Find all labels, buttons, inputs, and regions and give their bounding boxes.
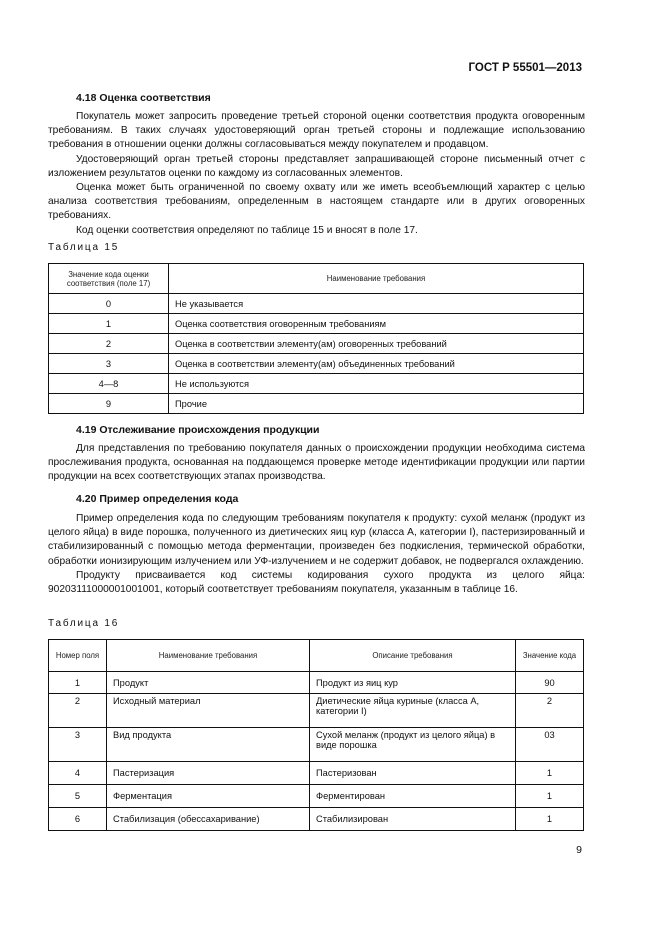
requirement-name-cell: Стабилизация (обессахаривание): [107, 808, 310, 831]
page-number: 9: [576, 844, 582, 856]
paragraph: Покупатель может запросить проведение третьей стороной оценки соответствия продукта оговоренным требованиям. В таких случаях удостоверяющий орган третьей стороны и подлежащие использованию требования в отношении оценки должны согласовываться между покупателем и продавцом.: [48, 111, 585, 151]
requirement-description-cell: Ферментирован: [310, 785, 516, 808]
column-header: Значение кода оценки соответствия (поле 17): [49, 264, 169, 294]
column-header: Номер поля: [49, 640, 107, 672]
section-body-4-18: [48, 110, 585, 238]
requirement-name-cell: Вид продукта: [107, 728, 310, 762]
table-header-row: [49, 640, 584, 672]
code-cell: 3: [49, 354, 169, 374]
name-cell: Оценка в соответствии элементу(ам) объединенных требований: [169, 354, 584, 374]
section-title-4-18: 4.18 Оценка соответствия: [76, 92, 211, 104]
table-row: [49, 294, 584, 314]
name-cell: Оценка соответствия оговоренным требованиям: [169, 314, 584, 334]
requirement-name-cell: Исходный материал: [107, 694, 310, 728]
table-row: [49, 354, 584, 374]
field-number-cell: 3: [49, 728, 107, 762]
paragraph: Оценка может быть ограниченной по своему охвату или же иметь всеобъемлющий характер с целью анализа соответствия требованиям, определенным в настоящем стандарте или в других оговоренных требованиях.: [48, 182, 585, 222]
field-number-cell: 5: [49, 785, 107, 808]
code-value-cell: 1: [516, 762, 584, 785]
requirement-description-cell: Стабилизирован: [310, 808, 516, 831]
name-cell: Не используются: [169, 374, 584, 394]
section-body-4-19: [48, 442, 585, 485]
paragraph: Для представления по требованию покупателя данных о происхождении продукции необходима система прослеживания продукта, основанная на поддающемся проверке методе идентификации продукции или партии продукции на всех соответствующих этапах производства.: [48, 443, 585, 483]
table-15: [48, 263, 584, 414]
table-row: [49, 694, 584, 728]
code-value-cell: 1: [516, 808, 584, 831]
column-header: Наименование требования: [169, 264, 584, 294]
requirement-description-cell: Пастеризован: [310, 762, 516, 785]
column-header: Значение кода: [516, 640, 584, 672]
name-cell: Оценка в соответствии элементу(ам) оговоренных требований: [169, 334, 584, 354]
section-body-4-20: [48, 512, 585, 597]
table-row: [49, 314, 584, 334]
column-header: Наименование требования: [107, 640, 310, 672]
code-value-cell: 03: [516, 728, 584, 762]
table-row: [49, 334, 584, 354]
table-16-caption: Таблица 16: [48, 618, 120, 629]
code-value-cell: 2: [516, 694, 584, 728]
field-number-cell: 6: [49, 808, 107, 831]
code-value-cell: 1: [516, 785, 584, 808]
field-number-cell: 4: [49, 762, 107, 785]
table-row: [49, 808, 584, 831]
code-value-cell: 90: [516, 672, 584, 694]
table-row: [49, 374, 584, 394]
name-cell: Прочие: [169, 394, 584, 414]
code-cell: 2: [49, 334, 169, 354]
table-row: [49, 672, 584, 694]
paragraph: Код оценки соответствия определяют по таблице 15 и вносят в поле 17.: [76, 224, 418, 236]
code-cell: 0: [49, 294, 169, 314]
code-cell: 1: [49, 314, 169, 334]
field-number-cell: 2: [49, 694, 107, 728]
code-cell: 9: [49, 394, 169, 414]
field-number-cell: 1: [49, 672, 107, 694]
section-title-4-20: 4.20 Пример определения кода: [76, 493, 239, 505]
table-row: [49, 762, 584, 785]
requirement-description-cell: Сухой меланж (продукт из целого яйца) в виде порошка: [310, 728, 516, 762]
paragraph: Продукту присваивается код системы кодирования сухого продукта из целого яйца: 90203111000001001001, который соответствует требованиям покупателя, указанным в таблице 16.: [48, 569, 585, 596]
requirement-description-cell: Продукт из яиц кур: [310, 672, 516, 694]
requirement-name-cell: Ферментация: [107, 785, 310, 808]
paragraph: Пример определения кода по следующим требованиям покупателя к продукту: сухой меланж (продукт из целого яйца) в виде порошка, полученного из диетических яиц кур (класса А, категории I), пастеризированный и стабилизированный с помощью метода ферментации, произведен без подкисления, термической обработки, обработки ионизирующим излучением или УФ-излучением и не содержит добавок, не подвергался охлаждению.: [48, 513, 585, 567]
table-row: [49, 394, 584, 414]
table-15-caption: Таблица 15: [48, 242, 120, 253]
requirement-name-cell: Продукт: [107, 672, 310, 694]
name-cell: Не указывается: [169, 294, 584, 314]
table-header-row: [49, 264, 584, 294]
table-16: [48, 639, 584, 831]
table-row: [49, 785, 584, 808]
paragraph: Удостоверяющий орган третьей стороны представляет запрашивающей стороне письменный отчет с изложением результатов оценки по каждому из согласованных элементов.: [48, 153, 585, 179]
document-code: ГОСТ Р 55501—2013: [468, 62, 582, 74]
table-row: [49, 728, 584, 762]
requirement-name-cell: Пастеризация: [107, 762, 310, 785]
column-header: Описание требования: [310, 640, 516, 672]
section-title-4-19: 4.19 Отслеживание происхождения продукции: [76, 424, 320, 436]
requirement-description-cell: Диетические яйца куриные (класса А, категории I): [310, 694, 516, 728]
code-cell: 4—8: [49, 374, 169, 394]
